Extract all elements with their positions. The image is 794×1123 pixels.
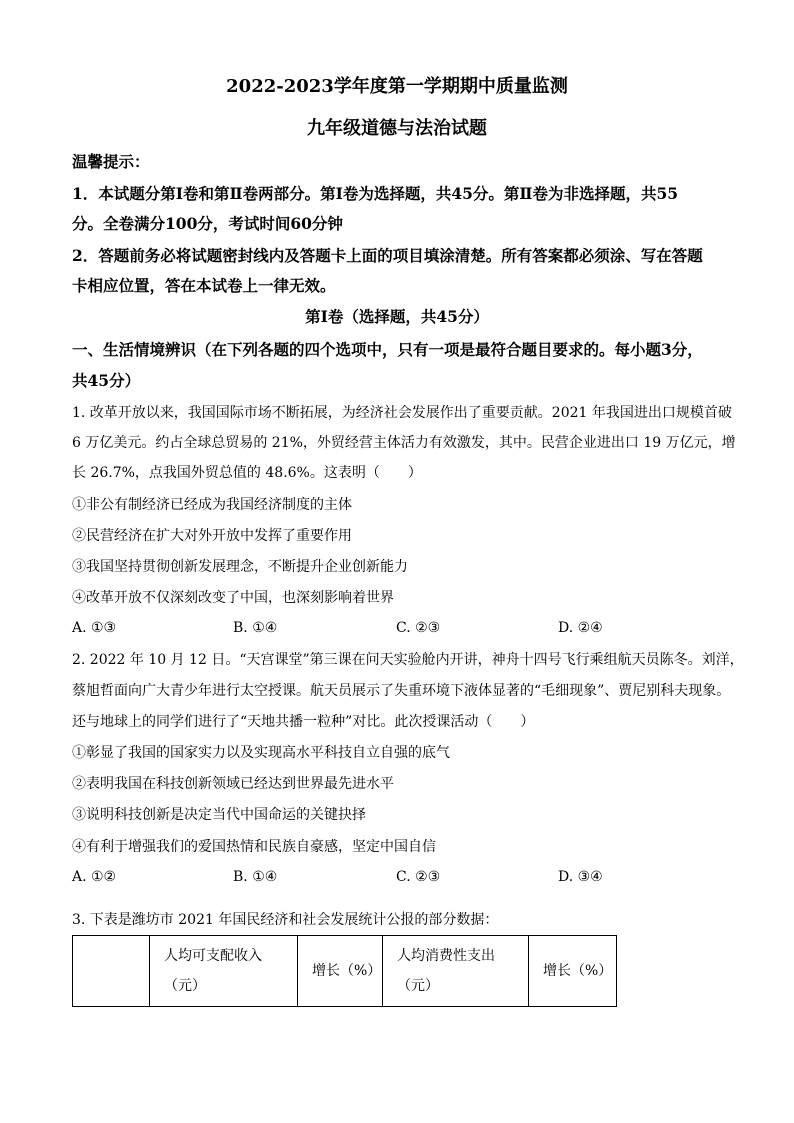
exam-title: 2022-2023学年度第一学期期中质量监测 [226, 76, 568, 97]
question-2-statement: ①彰显了我国的国家实力以及实现高水平科技自立自强的底气 [72, 745, 450, 761]
question-1-text: 6 万亿美元。约占全球总贸易的 21%，外贸经营主体活力有效激发，其中。民营企业进出口 19 万亿元，增 [72, 435, 736, 451]
question-2-text: 2. 2022 年 10 月 12 日。“天宫课堂”第三课在问天实验舱内开讲，神舟十四号飞行乘组航天员陈冬。刘洋， [72, 652, 744, 668]
question-1-option-d: D. ②④ [558, 620, 603, 636]
question-1-statement: ②民营经济在扩大对外开放中发挥了重要作用 [72, 528, 352, 544]
table-header-spending-label: 人均消费性支出 [397, 948, 495, 964]
question-1-statement: ③我国坚持贯彻创新发展理念，不断提升企业创新能力 [72, 559, 408, 575]
table-header-spending-unit: （元） [397, 978, 439, 994]
notice-line: 1．本试题分第Ⅰ卷和第Ⅱ卷两部分。第Ⅰ卷为选择题，共45分。第Ⅱ卷为非选择题，共55 [72, 184, 679, 203]
question-2-option-d: D. ③④ [558, 869, 603, 885]
table-row [73, 936, 617, 1007]
question-1-statement: ①非公有制经济已经成为我国经济制度的主体 [72, 497, 352, 513]
table-header-spending-growth-label: 增长（%） [543, 963, 613, 979]
table-header-income-label: 人均可支配收入 [164, 948, 262, 964]
question-1-option-c: C. ②③ [396, 620, 441, 636]
part-heading: 共45分） [72, 371, 141, 390]
table-header-spending-growth [529, 936, 617, 1007]
question-2-option-b: B. ①④ [233, 869, 278, 885]
statistics-table [72, 935, 617, 1007]
question-2-statement: ③说明科技创新是决定当代中国命运的关键抉择 [72, 807, 366, 823]
part-heading: 一、生活情境辨识（在下列各题的四个选项中，只有一项是最符合题目要求的。每小题3分， [72, 340, 703, 359]
table-header-income-growth-label: 增长（%） [312, 963, 382, 979]
notice-line: 卡相应位置，答在本试卷上一律无效。 [72, 276, 336, 295]
question-1-statement: ④改革开放不仅深刻改变了中国，也深刻影响着世界 [72, 590, 394, 606]
question-2-option-c: C. ②③ [396, 869, 441, 885]
table-header-income [150, 936, 298, 1007]
section-title: 第Ⅰ卷（选择题，共45分） [305, 307, 489, 326]
exam-subtitle: 九年级道德与法治试题 [307, 118, 487, 139]
notice-heading: 温馨提示： [72, 152, 150, 171]
question-2-statement: ④有利于增强我们的爱国热情和民族自豪感，坚定中国自信 [72, 839, 436, 855]
table-header-spending [383, 936, 529, 1007]
table-cell-empty [73, 936, 150, 1007]
question-1-option-b: B. ①④ [233, 620, 278, 636]
question-2-text: 蔡旭哲面向广大青少年进行太空授课。航天员展示了失重环境下液体显著的“毛细现象”、贾尼别科夫现象。 [72, 683, 731, 699]
question-2-option-a: A. ①② [72, 869, 117, 885]
notice-line: 2．答题前务必将试题密封线内及答题卡上面的项目填涂清楚。所有答案都必须涂、写在答题 [72, 246, 703, 265]
question-1-text: 长 26.7%，点我国外贸总值的 48.6%。这表明（ ） [72, 465, 422, 481]
question-1-text: 1. 改革开放以来，我国国际市场不断拓展，为经济社会发展作出了重要贡献。2021 年我国进出口规模首破 [72, 405, 732, 421]
table-header-income-unit: （元） [164, 978, 206, 994]
question-1-option-a: A. ①③ [72, 620, 117, 636]
question-2-statement: ②表明我国在科技创新领域已经达到世界最先进水平 [72, 776, 394, 792]
table-header-income-growth [298, 936, 383, 1007]
notice-line: 分。全卷满分100分，考试时间60分钟 [72, 214, 343, 233]
question-3-text: 3. 下表是潍坊市 2021 年国民经济和社会发展统计公报的部分数据： [72, 912, 499, 928]
question-2-text: 还与地球上的同学们进行了“天地共播一粒种”对比。此次授课活动（ ） [72, 714, 535, 730]
